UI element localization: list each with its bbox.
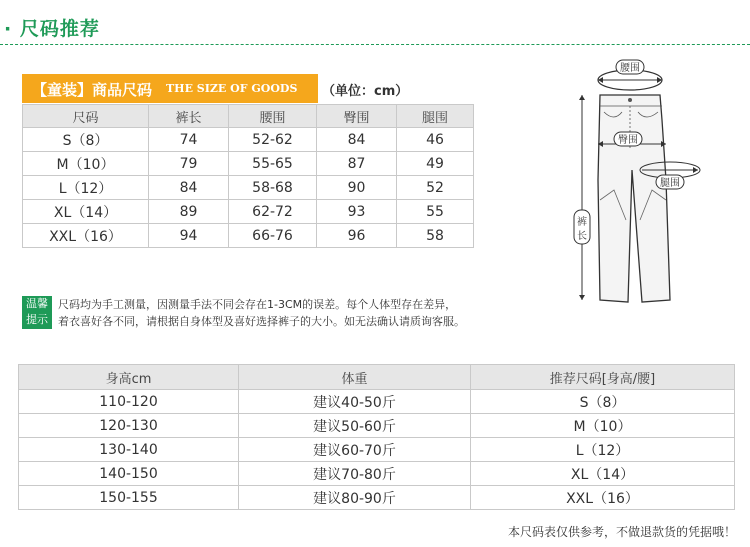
table-cell: 110-120 — [19, 390, 239, 414]
tips-text — [58, 296, 538, 330]
pants-measurement-diagram — [570, 50, 730, 320]
table-cell: 84 — [317, 128, 397, 152]
table-cell: 58-68 — [229, 176, 317, 200]
table-cell: S（8） — [471, 390, 735, 414]
table-cell: 150-155 — [19, 486, 239, 510]
table-row — [23, 152, 474, 176]
table-cell: XL（14） — [471, 462, 735, 486]
table-cell: 建议40-50斤 — [239, 390, 471, 414]
col-header-thigh: 腿围 — [397, 105, 474, 128]
table-cell: 建议80-90斤 — [239, 486, 471, 510]
table-cell: 46 — [397, 128, 474, 152]
col-header-height: 身高cm — [19, 365, 239, 390]
col-header-weight: 体重 — [239, 365, 471, 390]
arrow-up-icon — [579, 95, 585, 100]
footer-note: 本尺码表仅供参考，不做退款货的凭据哦！ — [507, 525, 736, 539]
table-cell: 建议70-80斤 — [239, 462, 471, 486]
arrow-right-icon — [693, 167, 698, 173]
table-cell: 66-76 — [229, 224, 317, 248]
button-icon — [628, 98, 632, 102]
waist-label: 腰围 — [620, 63, 640, 74]
hip-label: 臀围 — [618, 135, 638, 146]
table-cell: 96 — [317, 224, 397, 248]
pants-outline — [598, 95, 670, 302]
table-cell: 52 — [397, 176, 474, 200]
table-cell: 58 — [397, 224, 474, 248]
table-cell: XXL（16） — [471, 486, 735, 510]
table-cell: 130-140 — [19, 438, 239, 462]
table-cell: 87 — [317, 152, 397, 176]
table-cell: L（12） — [471, 438, 735, 462]
table-row — [23, 128, 474, 152]
col-header-hip: 臀围 — [317, 105, 397, 128]
length-label-top: 裤 — [577, 217, 587, 228]
table-row — [19, 414, 735, 438]
col-header-length: 裤长 — [149, 105, 229, 128]
size-label-en: THE SIZE OF GOODS — [166, 82, 298, 95]
table-cell: 74 — [149, 128, 229, 152]
table-cell: 93 — [317, 200, 397, 224]
table-cell: 120-130 — [19, 414, 239, 438]
table-row — [19, 438, 735, 462]
tips-line-1: 尺码均为手工测量，因测量手法不同会存在1-3CM的误差。每个人体型存在差异， — [58, 298, 457, 311]
table-cell: 94 — [149, 224, 229, 248]
table-cell: 89 — [149, 200, 229, 224]
table-cell: 55-65 — [229, 152, 317, 176]
table-row — [19, 462, 735, 486]
size-table-header-row — [23, 105, 474, 128]
table-cell: 55 — [397, 200, 474, 224]
table-row — [19, 486, 735, 510]
table-cell: 建议50-60斤 — [239, 414, 471, 438]
table-cell: 90 — [317, 176, 397, 200]
thigh-label: 腿围 — [660, 178, 680, 189]
header-divider — [0, 44, 750, 45]
table-cell: 建议60-70斤 — [239, 438, 471, 462]
table-row — [23, 200, 474, 224]
arrow-down-icon — [579, 295, 585, 300]
table-cell: 62-72 — [229, 200, 317, 224]
table-cell: L（12） — [23, 176, 149, 200]
col-header-recommended: 推荐尺码[身高/腰] — [471, 365, 735, 390]
table-row — [23, 224, 474, 248]
size-label-zh: 【童装】商品尺码 — [32, 81, 153, 99]
table-row — [23, 176, 474, 200]
size-table-label — [22, 74, 318, 103]
table-row — [19, 390, 735, 414]
size-table — [22, 104, 474, 248]
section-header — [0, 0, 750, 46]
col-header-waist: 腰围 — [229, 105, 317, 128]
tips-badge-line-2: 提示 — [26, 313, 48, 326]
table-cell: 52-62 — [229, 128, 317, 152]
table-cell: XXL（16） — [23, 224, 149, 248]
tips-badge — [22, 296, 52, 329]
table-cell: 79 — [149, 152, 229, 176]
table-cell: 49 — [397, 152, 474, 176]
table-cell: M（10） — [23, 152, 149, 176]
col-header-size: 尺码 — [23, 105, 149, 128]
unit-label: （单位：cm） — [322, 84, 409, 99]
length-label-bottom: 长 — [577, 231, 587, 242]
rec-table-header-row — [19, 365, 735, 390]
table-cell: S（8） — [23, 128, 149, 152]
table-cell: M（10） — [471, 414, 735, 438]
table-cell: XL（14） — [23, 200, 149, 224]
tips-badge-line-1: 温馨 — [26, 297, 48, 310]
recommendation-table — [18, 364, 735, 510]
table-cell: 84 — [149, 176, 229, 200]
section-title: · 尺码推荐 — [4, 18, 100, 40]
table-cell: 140-150 — [19, 462, 239, 486]
tips-line-2: 着衣喜好各不同，请根据自身体型及喜好选择裤子的大小。如无法确认请质询客服。 — [58, 315, 465, 328]
